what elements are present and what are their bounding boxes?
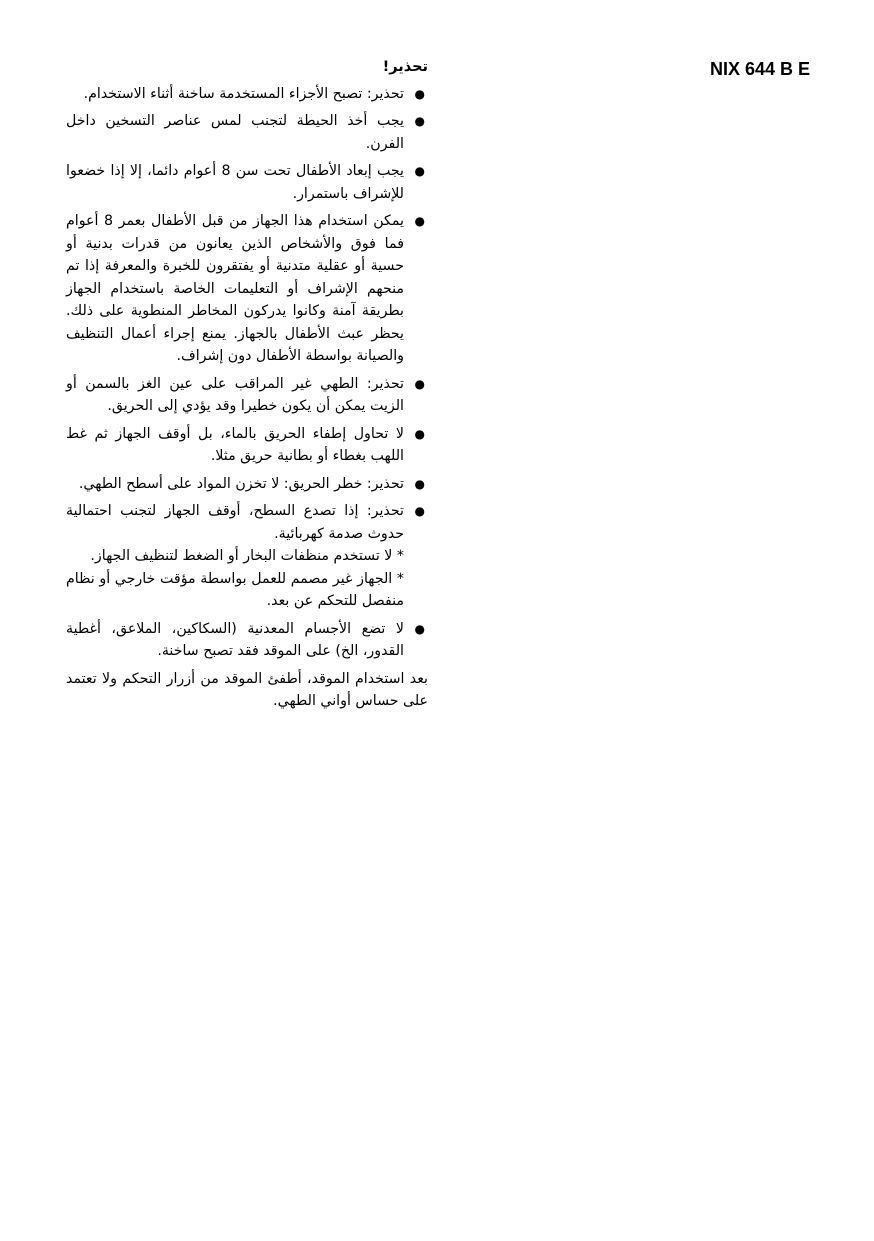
- list-item: [66, 210, 428, 368]
- list-item: [66, 110, 428, 155]
- bullet-icon: ●: [414, 426, 425, 441]
- warning-list: [66, 83, 428, 663]
- list-item: [66, 618, 428, 663]
- list-item: [66, 160, 428, 205]
- closing-note: بعد استخدام الموقد، أطفئ الموقد من أزرار التحكم ولا تعتمد على حساس أواني الطهي.: [66, 670, 428, 709]
- list-item: [66, 473, 428, 496]
- list-item-text: لا تضع الأجسام المعدنية (السكاكين، الملاعق، أغطية القدور، الخ) على الموقد فقد تصبح ساخنة.: [66, 620, 404, 659]
- bullet-icon: ●: [414, 214, 425, 228]
- bullet-icon: ●: [414, 164, 425, 178]
- list-item-text: لا تحاول إطفاء الحريق بالماء، بل أوقف الجهاز ثم غط اللهب بغطاء أو بطانية حريق مثلا.: [66, 425, 404, 464]
- list-item-text: تحذير: الطهي غير المراقب على عين الغز بالسمن أو الزيت يمكن أن يكون خطيرا وقد يؤدي إلى الحريق.: [66, 375, 404, 414]
- bullet-icon: ●: [414, 114, 425, 128]
- list-item-text: يجب إبعاد الأطفال تحت سن 8 أعوام دائما، إلا إذا خضعوا للإشراف باستمرار.: [66, 163, 405, 202]
- list-item-note: * لا تستخدم منظفات البخار أو الضغط لتنظيف الجهاز.: [90, 548, 404, 564]
- list-item: [66, 373, 428, 418]
- bullet-icon: ●: [414, 504, 425, 518]
- list-item: [66, 500, 428, 613]
- model-number: NIX 644 B E: [710, 59, 811, 79]
- list-item-text: تحذير: إذا تصدع السطح، أوقف الجهاز لتجنب احتمالية حدوث صدمة كهربائية.: [66, 503, 404, 542]
- list-item-text: تحذير: تصبح الأجزاء المستخدمة ساخنة أثناء الاستخدام.: [83, 85, 404, 102]
- bullet-icon: ●: [414, 376, 425, 391]
- list-item: [66, 83, 428, 106]
- bullet-icon: ●: [414, 86, 425, 101]
- list-item-text: تحذير: خطر الحريق: لا تخزن المواد على أسطح الطهي.: [78, 475, 404, 492]
- warning-title: تحذير!: [382, 59, 428, 75]
- bullet-icon: ●: [414, 476, 425, 491]
- warning-section: [66, 56, 428, 713]
- list-item-note: * الجهاز غير مصمم للعمل بواسطة مؤقت خارجي أو نظام منفصل للتحكم عن بعد.: [66, 570, 404, 609]
- bullet-icon: ●: [414, 621, 425, 636]
- list-item: [66, 423, 428, 468]
- list-item-text: يمكن استخدام هذا الجهاز من قبل الأطفال بعمر 8 أعوام فما فوق والأشخاص الذين يعانون من قدرات بدنية أو حسية أو عقلية متدنية أو يفتقرون للخبرة والمعرفة إذا تم منحهم الإشراف أو التعليمات الخاصة باستخدام الجهاز بطريقة آمنة وكانوا يدركون المخاطر المنطوية على ذلك. يحظر عبث الأطفال بالجهاز. يمنع إجراء أعمال التنظيف والصيانة بواسطة الأطفال دون إشراف.: [66, 213, 404, 364]
- list-item-text: يجب أخذ الحيطة لتجنب لمس عناصر التسخين داخل الفرن.: [66, 113, 404, 152]
